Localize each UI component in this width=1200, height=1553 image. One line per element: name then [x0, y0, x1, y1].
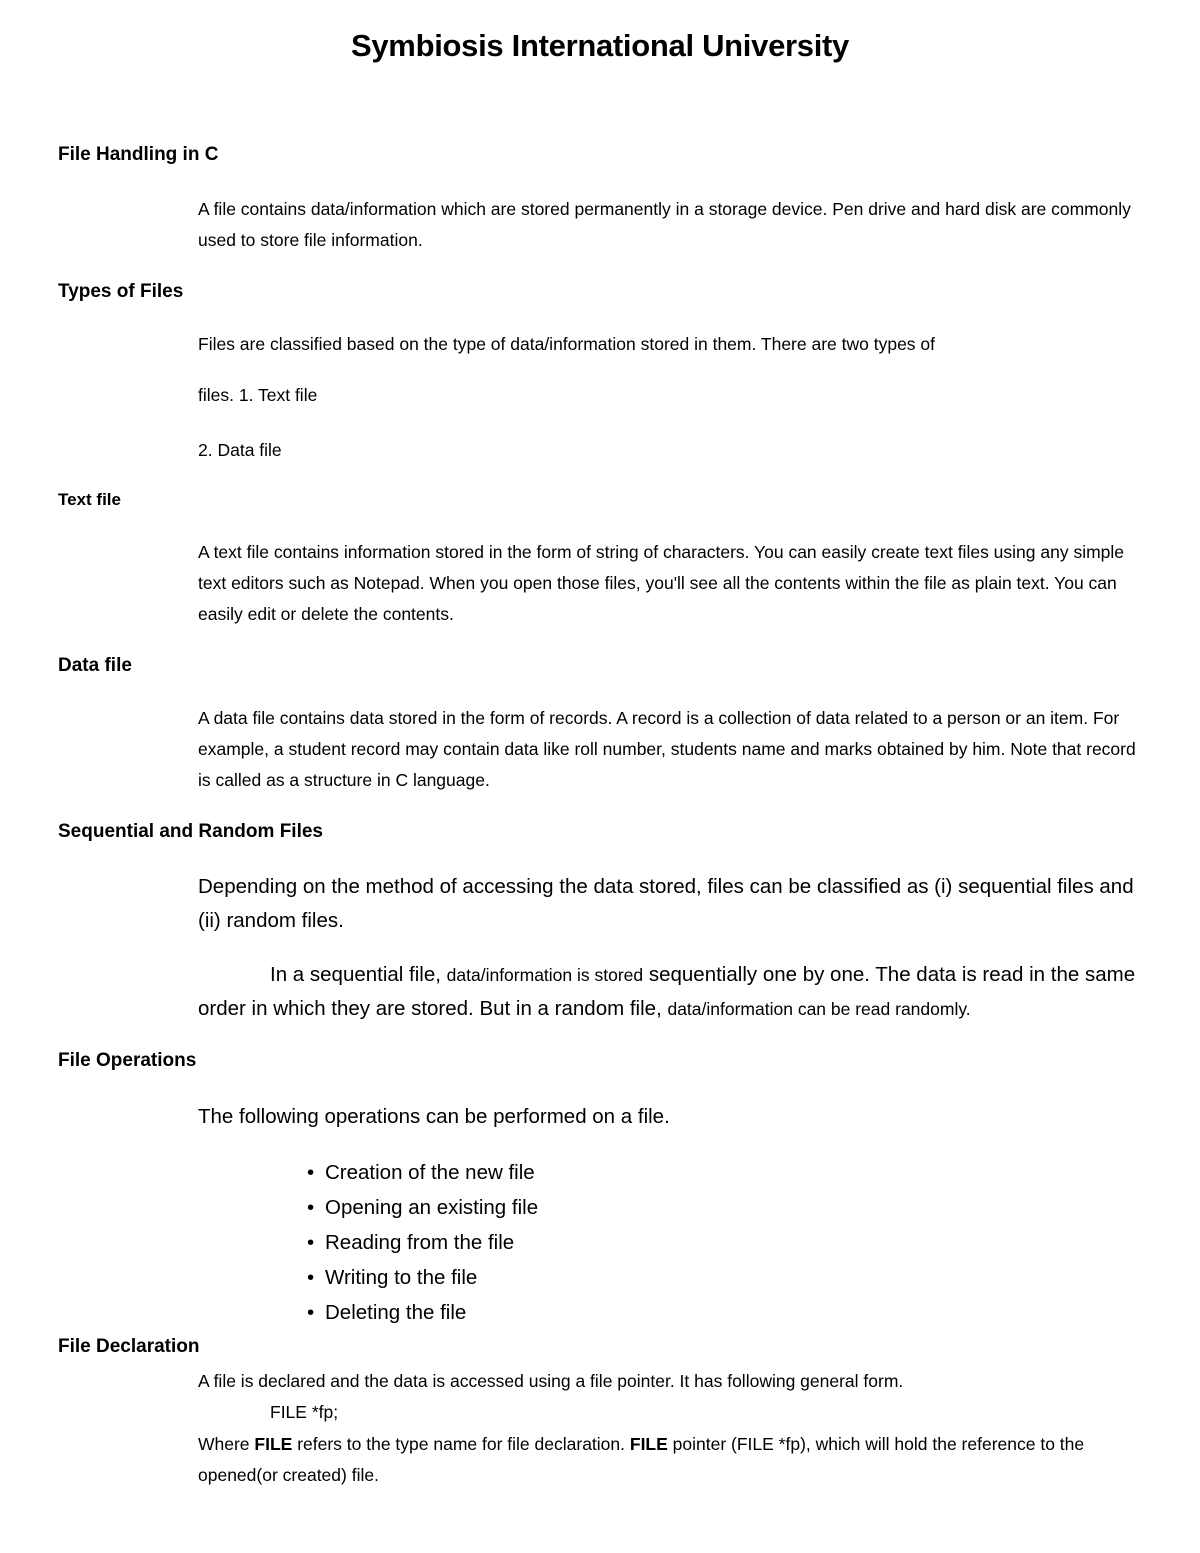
page-title: Symbiosis International University — [350, 28, 849, 63]
heading-file-handling: File Handling in C — [58, 144, 219, 165]
paragraph-file-handling: A file contains data/information which are stored permanently in a storage device. Pen drive and hard disk are commonly used to store file information. — [198, 199, 1131, 250]
where-end-text: pointer (FILE *fp), which will hold the reference to the opened(or created) file. — [198, 1434, 1085, 1485]
paragraph-sequential-random-1: Depending on the method of accessing the data stored, files can be classified as (i) sequential files and (ii) random files. — [198, 875, 1134, 932]
list-item: • Creation of the new file — [305, 1155, 538, 1190]
seq-text-a: In a sequential file, — [270, 963, 447, 986]
paragraph-operations-intro: The following operations can be performed on a file. — [198, 1105, 670, 1128]
list-item: • Opening an existing file — [305, 1190, 538, 1225]
file-keyword: FILE — [629, 1434, 668, 1454]
paragraph-types-line1: Files are classified based on the type of data/information stored in them. There are two types of — [198, 334, 936, 354]
paragraph-data-file: A data file contains data stored in the form of records. A record is a collection of data related to a person or an item. For example, a student record may contain data like roll number, students name and marks obtained by him. Note that record is called as a structure in C language. — [198, 708, 1136, 790]
where-text: Where — [198, 1434, 255, 1454]
heading-types-of-files: Types of Files — [58, 281, 184, 302]
code-file-pointer: FILE *fp; — [270, 1402, 339, 1422]
list-item: • Deleting the file — [305, 1295, 538, 1330]
heading-text-file: Text file — [58, 490, 121, 509]
paragraph-types-line2: files. 1. Text file — [198, 385, 318, 405]
seq-text-d: data/information can be read randomly. — [667, 999, 971, 1019]
file-keyword: FILE — [254, 1434, 293, 1454]
paragraph-sequential-random-2 — [198, 958, 1148, 1026]
list-item: • Writing to the file — [305, 1260, 538, 1295]
heading-file-declaration: File Declaration — [58, 1336, 200, 1357]
seq-text-b: data/information is stored — [446, 965, 644, 985]
operations-list — [305, 1155, 538, 1330]
paragraph-types-line3: 2. Data file — [198, 440, 282, 460]
heading-data-file: Data file — [58, 655, 132, 676]
paragraph-declaration-line1: A file is declared and the data is accessed using a file pointer. It has following general form. — [198, 1371, 904, 1391]
paragraph-text-file: A text file contains information stored in the form of string of characters. You can easily create text files using any simple text editors such as Notepad. When you open those files, you'll see all the contents within the file as plain text. You can easily edit or delete the contents. — [198, 542, 1125, 624]
heading-file-operations: File Operations — [58, 1050, 197, 1071]
list-item: • Reading from the file — [305, 1225, 538, 1260]
seq-text-c: sequentially one by one. The data is read in the same order in which they are stored. But in a random file, — [198, 963, 1136, 1020]
where-mid-text: refers to the type name for file declaration. — [292, 1434, 630, 1454]
paragraph-declaration-where — [198, 1429, 1148, 1491]
heading-sequential-random: Sequential and Random Files — [58, 821, 323, 842]
